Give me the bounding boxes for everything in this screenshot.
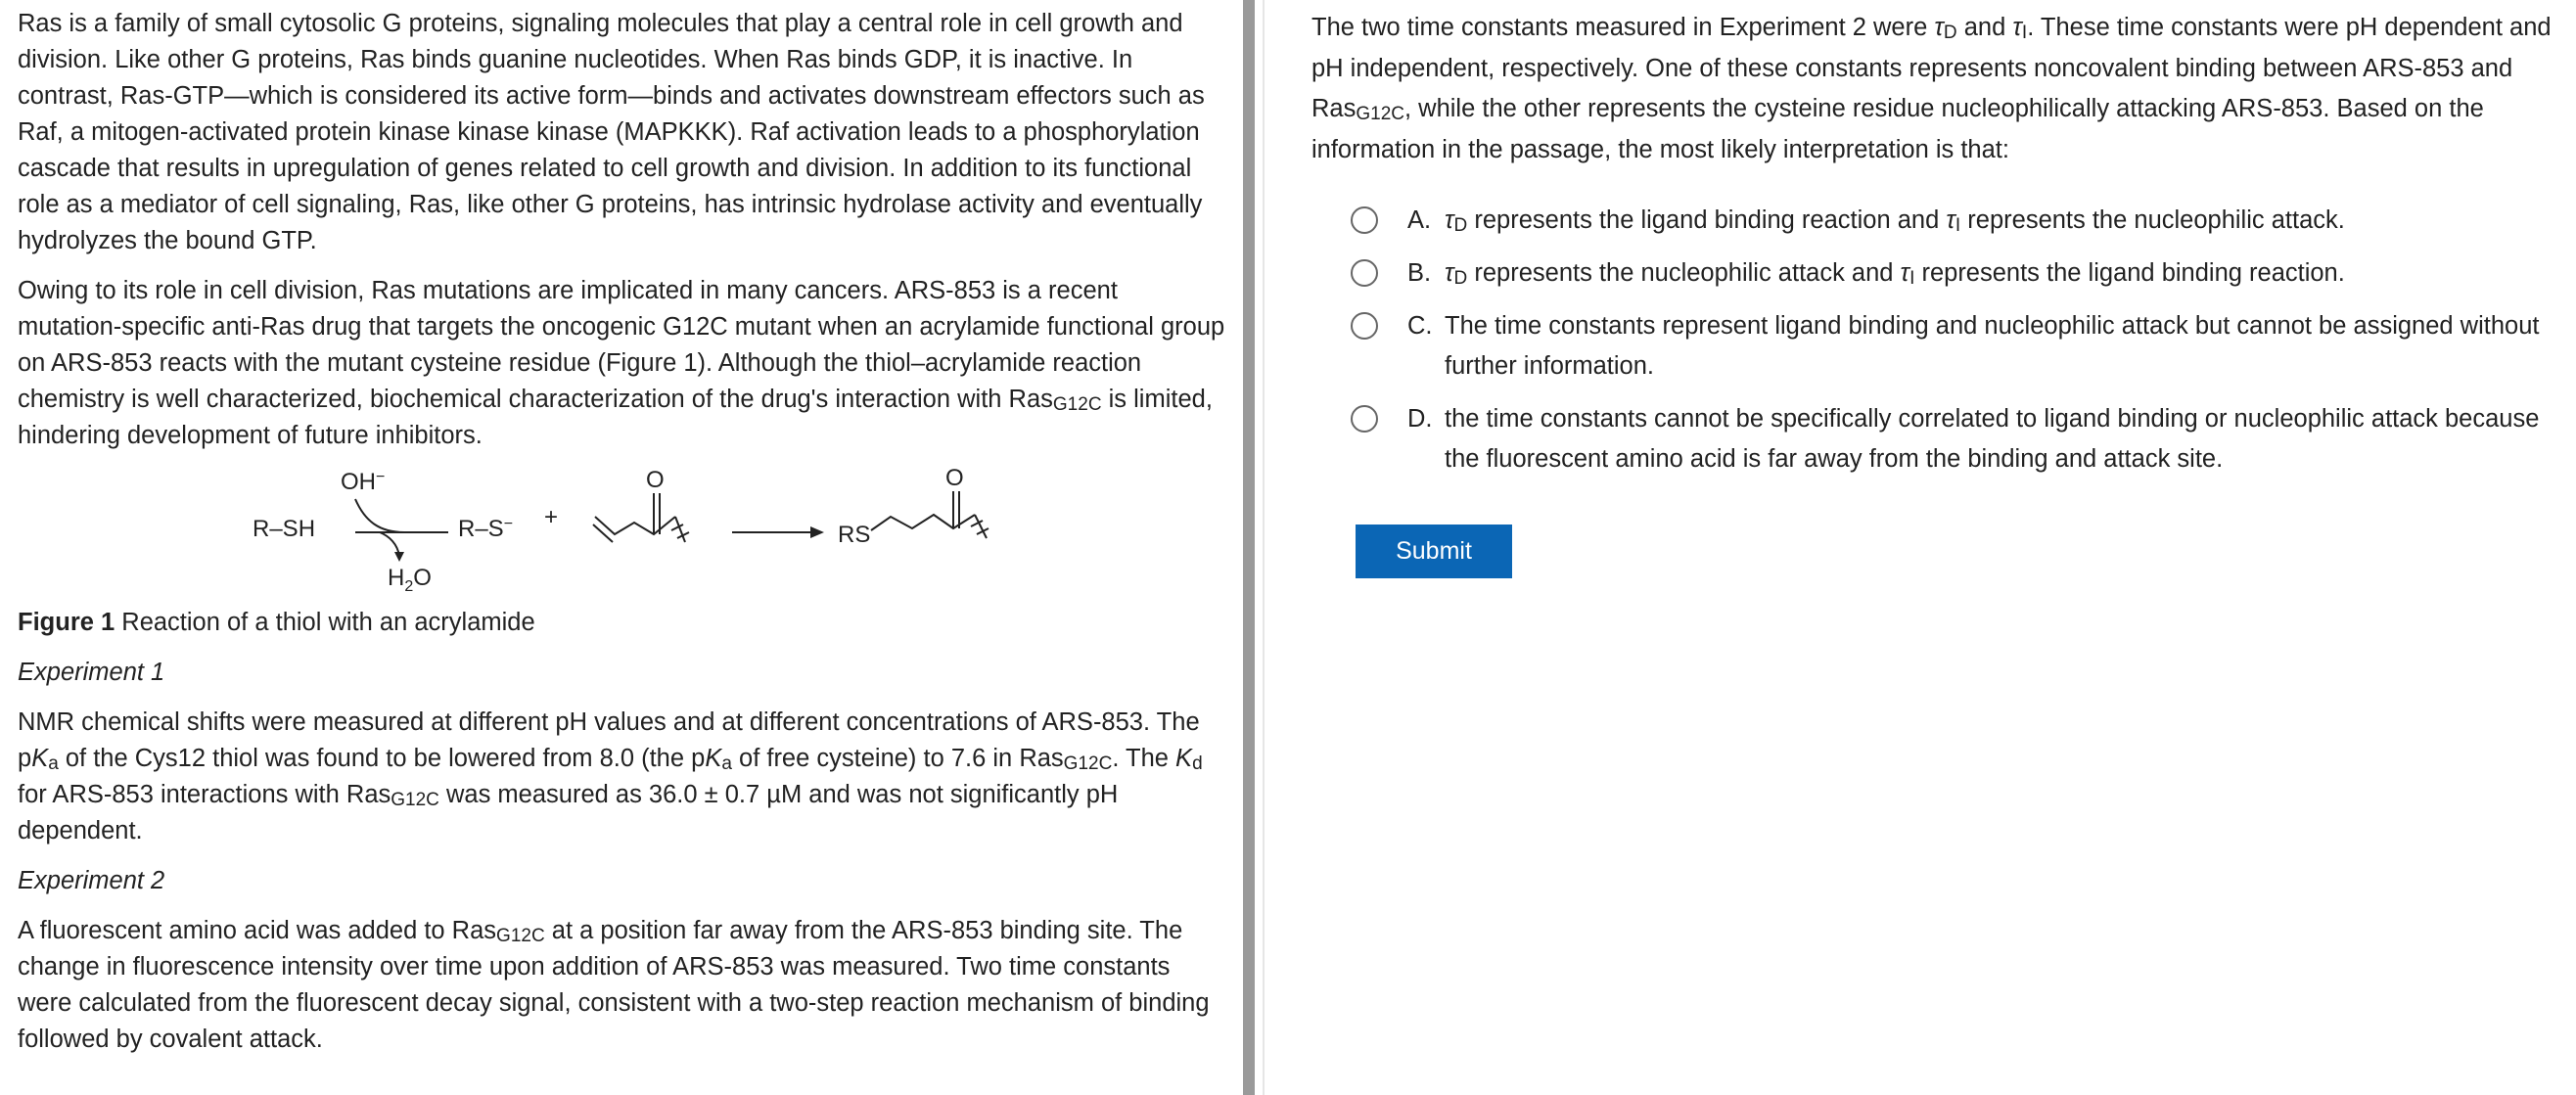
passage-pane[interactable] xyxy=(0,0,1243,1095)
product-rs-label: RS xyxy=(838,522,871,548)
option-c[interactable] xyxy=(1351,306,2564,387)
carbonyl-o-2: O xyxy=(945,468,964,491)
question-stem: The two time constants measured in Experiment 2 were $\tau_D$ and $\tau_I$. These time constants were pH dependent and pH independent, respectively. One of these constants represents noncovalent binding between ARS-853 and Ras$_{G12C}$, while the other represents the cysteine residue nucleophilically attacking ARS-853. Based on the information in the passage, the most likely interpretation is that: xyxy=(1311,14,2552,163)
rsh-label: R–SH xyxy=(253,516,316,542)
experiment-2-title: Experiment 2 xyxy=(18,867,165,894)
option-a[interactable] xyxy=(1351,201,2564,241)
option-d[interactable] xyxy=(1351,399,2564,479)
ras-subscript: G12C xyxy=(1052,394,1102,415)
water-label: $H_2O$ xyxy=(388,565,432,595)
option-b-text: $\tau_D$ represents the nucleophilic attack and $\tau_I$ represents the ligand binding reaction. xyxy=(1445,259,2345,289)
pane-divider-line xyxy=(1263,0,1265,1095)
submit-button[interactable]: Submit xyxy=(1356,525,1512,578)
p2-text-a: Owing to its role in cell division, Ras mutations are implicated in many cancers. ARS-853 is a recent mutation-specific anti-Ras drug that targets the oncogenic G12C mutant when an acrylamide functional group on ARS-853 reacts with the mutant cysteine residue (Figure 1). Although the thiol–acrylamide reaction chemistry is well characterized, biochemical characterization of the drug's interaction with Ras xyxy=(18,277,1225,413)
pane-splitter[interactable] xyxy=(1243,0,1255,1095)
figure-caption-text: Reaction of a thiol with an acrylamide xyxy=(115,609,535,636)
arrowhead-down xyxy=(394,552,404,562)
passage-paragraph-2 xyxy=(18,273,1225,454)
radio-option-d[interactable] xyxy=(1351,405,1378,433)
acrylamide-skeleton xyxy=(595,517,675,534)
figure-caption-label: Figure 1 xyxy=(18,609,115,636)
question-pane xyxy=(1272,0,2576,1095)
option-c-text: The time constants represent ligand binding and nucleophilic attack but cannot be assigned without further information. xyxy=(1445,312,2540,380)
figure-1-reaction xyxy=(18,468,1225,605)
option-b[interactable] xyxy=(1351,253,2564,294)
radio-option-b[interactable] xyxy=(1351,259,1378,287)
passage-paragraph-1: Ras is a family of small cytosolic G proteins, signaling molecules that play a central role in cell growth and division. Like other G proteins, Ras binds guanine nucleotides. When Ras binds GDP, it is inactive. In contrast, Ras-GTP—which is considered its active form—binds and activates downstream effectors such as Raf, a mitogen-activated protein kinase kinase kinase (MAPKKK). Raf activation leads to a phosphorylation cascade that results in upregulation of genes related to cell growth and division. In addition to its functional role as a mediator of cell signaling, Ras, like other G proteins, has intrinsic hydrolase activity and eventually hydrolyzes the bound GTP. xyxy=(18,10,1205,254)
thiolate-label: R–S− xyxy=(458,516,514,542)
option-c-letter: C. xyxy=(1407,312,1433,340)
experiment-2-text: A fluorescent amino acid was added to Ras$_{G12C}$ at a position far away from the ARS-853 binding site. The change in fluorescence intensity over time upon addition of ARS-853 was measured. Two time constants were calculated from the fluorescent decay signal, consistent with a two-step reaction mechanism of binding followed by covalent attack. xyxy=(18,917,1210,1053)
radio-option-c[interactable] xyxy=(1351,312,1378,340)
plus-sign: + xyxy=(544,504,559,530)
p2-text-b: is limited, hindering development of future inhibitors. xyxy=(18,386,1213,449)
option-d-text: the time constants cannot be specifically correlated to ligand binding or nucleophilic attack because the fluorescent amino acid is far away from the binding and attack site. xyxy=(1445,405,2540,473)
experiment-1-title: Experiment 1 xyxy=(18,659,165,686)
option-a-letter: A. xyxy=(1407,206,1432,234)
experiment-1-text: NMR chemical shifts were measured at different pH values and at different concentrations of ARS-853. The $pK_a$ of the Cys12 thiol was found to be lowered from 8.0 (the $pK_a$ of free cysteine) to 7.6 in Ras$_{G12C}$. The $K_d$ for ARS-853 interactions with Ras$_{G12C}$ was measured as 36.0 ± 0.7 µM and was not significantly pH dependent. xyxy=(18,708,1203,844)
carbonyl-o-1: O xyxy=(646,468,665,493)
option-a-text: $\tau_D$ represents the ligand binding reaction and $\tau_I$ represents the nucleophilic attack. xyxy=(1445,206,2345,236)
option-b-letter: B. xyxy=(1407,259,1432,287)
reaction-scheme xyxy=(233,468,1016,605)
figure-caption xyxy=(18,605,1225,641)
radio-option-a[interactable] xyxy=(1351,206,1378,234)
hydroxide-label: OH− xyxy=(341,469,386,495)
passage-content xyxy=(0,0,1243,1058)
option-d-letter: D. xyxy=(1407,405,1433,433)
answer-options xyxy=(1351,201,2564,492)
curved-arrow-1 xyxy=(355,499,404,532)
